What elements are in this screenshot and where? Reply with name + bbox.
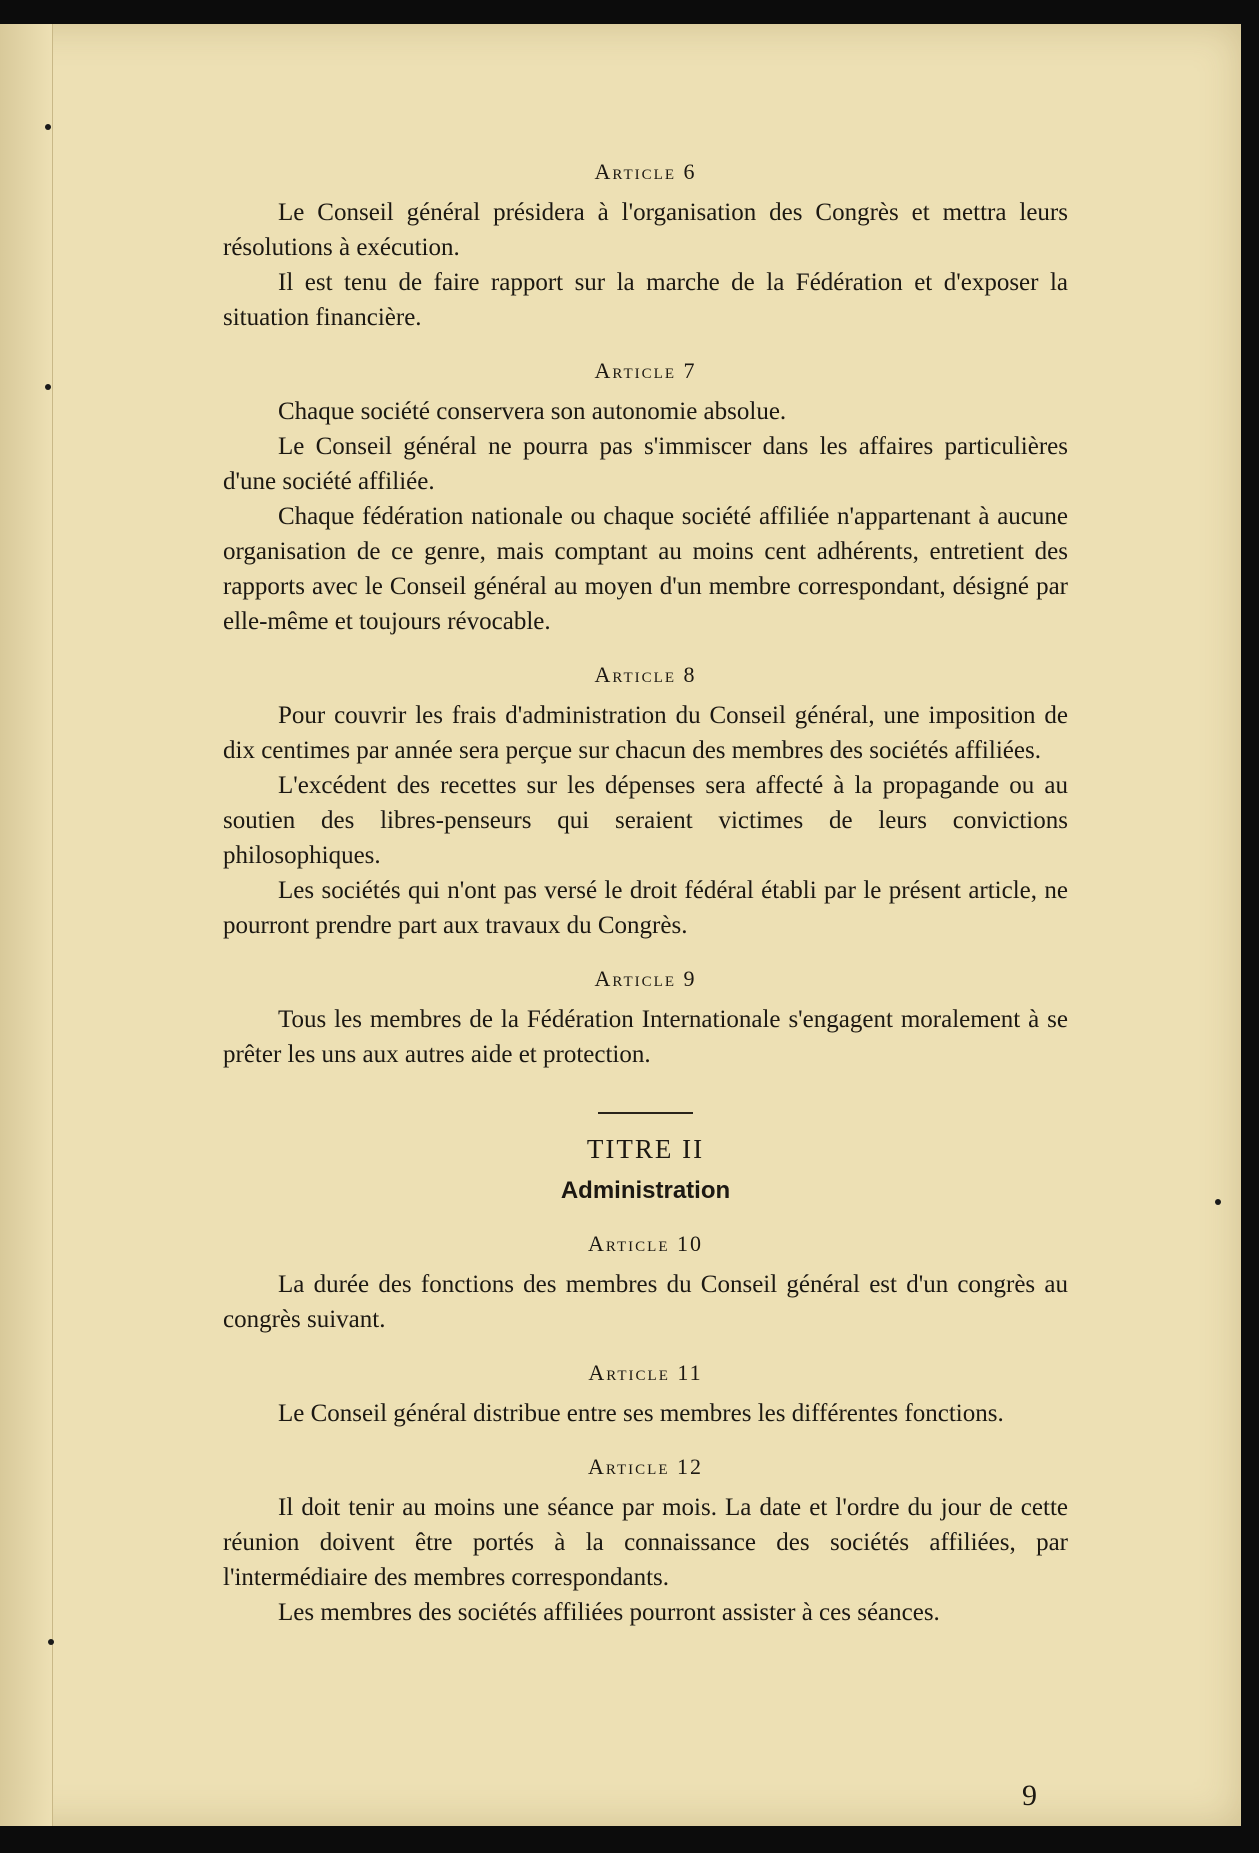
article-paragraph: Le Conseil général distribue entre ses membres les différentes fonctions. <box>278 1400 1004 1427</box>
article-block <box>223 154 1068 335</box>
page-number: 9 <box>1022 1779 1037 1812</box>
section-divider <box>598 1112 693 1114</box>
articles-section-bottom <box>223 1226 1068 1630</box>
title-heading: TITRE II <box>586 1134 705 1164</box>
articles-section-top <box>223 154 1068 1072</box>
book-page <box>0 24 1241 1826</box>
article-paragraph: Pour couvrir les frais d'administration du Conseil général, une imposition de dix centimes par année sera perçue sur chacun des membres des sociétés affiliées. <box>223 702 1068 764</box>
page-gutter <box>0 24 53 1826</box>
ink-speck <box>45 124 51 130</box>
article-heading: Article 7 <box>594 358 697 383</box>
subtitle-heading: Administration <box>560 1177 731 1204</box>
article-heading: Article 11 <box>588 1360 703 1385</box>
ink-speck <box>45 384 51 390</box>
article-paragraph: Il doit tenir au moins une séance par mois. La date et l'ordre du jour de cette réunion doivent être portés à la connaissance des sociétés affiliées, par l'intermédiaire des membres correspondants. <box>223 1494 1068 1591</box>
article-paragraph: L'excédent des recettes sur les dépenses sera affecté à la propagande ou au soutien des libres-penseurs qui seraient victimes de leurs convictions philosophiques. <box>223 772 1068 869</box>
article-paragraph: Chaque société conservera son autonomie absolue. <box>278 398 787 425</box>
article-block <box>223 1226 1068 1337</box>
article-paragraph: Le Conseil général présidera à l'organisation des Congrès et mettra leurs résolutions à exécution. <box>223 199 1068 261</box>
article-block <box>223 961 1068 1072</box>
article-paragraph: Le Conseil général ne pourra pas s'immiscer dans les affaires particulières d'une société affiliée. <box>223 433 1068 495</box>
article-paragraph: Les membres des sociétés affiliées pourront assister à ces séances. <box>278 1599 940 1626</box>
ink-speck <box>48 1639 54 1645</box>
article-paragraph: Chaque fédération nationale ou chaque société affiliée n'appartenant à aucune organisation de ce genre, mais comptant au moins cent adhérents, entretient des rapports avec le Conseil général au moyen d'un membre correspondant, désigné par elle-même et toujours révocable. <box>223 503 1068 635</box>
article-heading: Article 8 <box>594 662 697 687</box>
page-text <box>223 154 1068 1630</box>
article-paragraph: La durée des fonctions des membres du Conseil général est d'un congrès au congrès suivant. <box>223 1271 1068 1333</box>
article-paragraph: Les sociétés qui n'ont pas versé le droit fédéral établi par le présent article, ne pourront prendre part aux travaux du Congrès. <box>223 877 1068 939</box>
article-heading: Article 12 <box>588 1454 703 1479</box>
article-paragraph: Il est tenu de faire rapport sur la marche de la Fédération et d'exposer la situation financière. <box>223 269 1068 331</box>
article-block <box>223 657 1068 943</box>
article-heading: Article 9 <box>594 966 697 991</box>
article-block <box>223 1449 1068 1630</box>
ink-speck <box>1215 1199 1221 1205</box>
article-heading: Article 6 <box>594 159 697 184</box>
article-heading: Article 10 <box>588 1231 703 1256</box>
article-block <box>223 353 1068 639</box>
article-block <box>223 1355 1068 1431</box>
article-paragraph: Tous les membres de la Fédération Internationale s'engagent moralement à se prêter les uns aux autres aide et protection. <box>223 1006 1068 1068</box>
